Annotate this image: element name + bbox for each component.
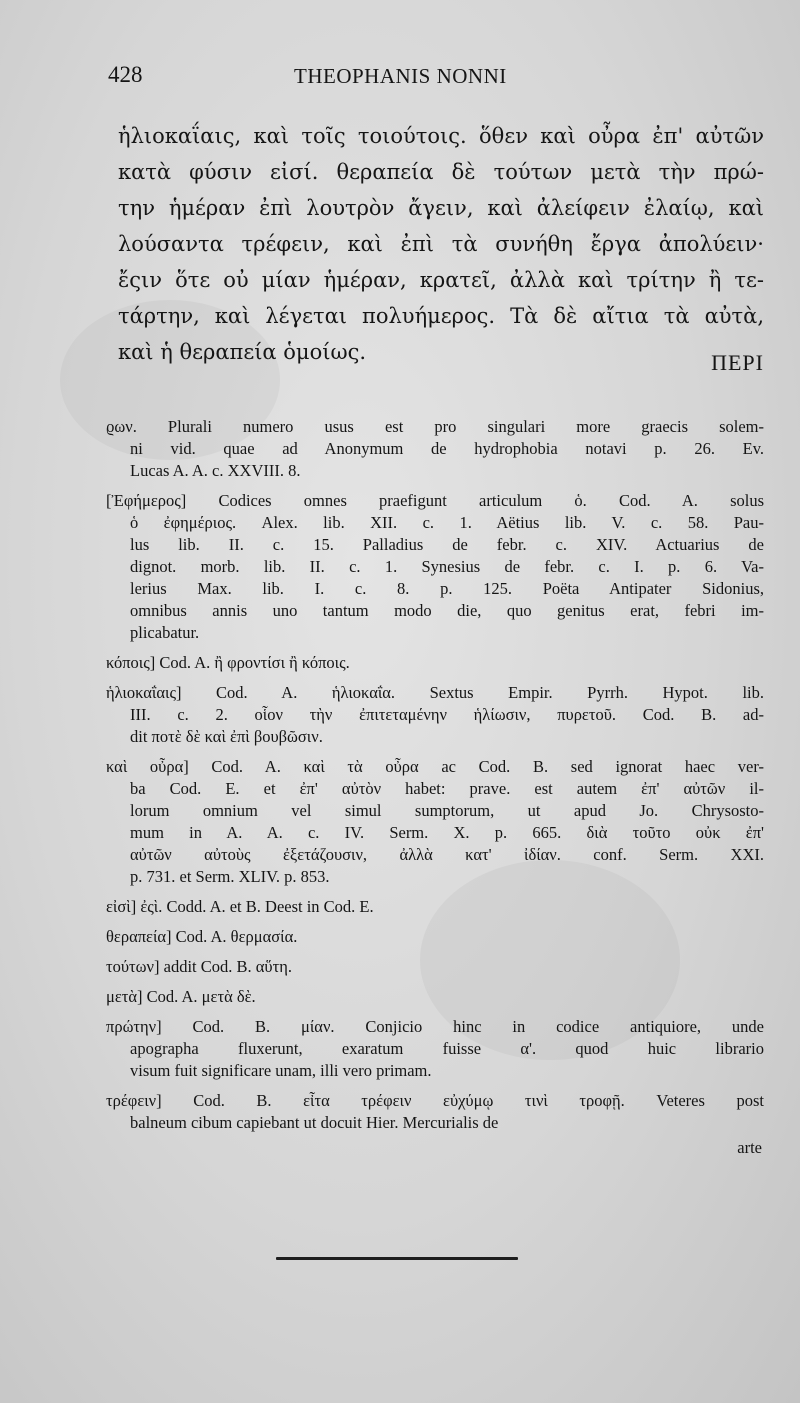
note-line: lerius Max. lib. I. c. 8. p. 125. Poëta Antipater Sidonius, — [130, 579, 764, 598]
note-first-line: θεραπεία] Cod. A. θερμασία. — [106, 927, 298, 946]
note-first-line: [Ἐφήμερος] Codices omnes praefigunt articulum ὁ. Cod. A. solus — [106, 491, 764, 510]
main-text-line: καὶ ἡ θεραπεία ὁμοίως. — [118, 340, 367, 364]
footer-catchword: arte — [737, 1138, 762, 1157]
note-line: plicabatur. — [130, 623, 200, 642]
note-line: lus lib. II. c. 15. Palladius de febr. c. XIV. Actuarius de — [130, 535, 764, 554]
main-text-line: τάρτην, καὶ λέγεται πολυήμερος. Τὰ δὲ αἴτια τὰ αὐτὰ, — [118, 304, 764, 328]
note-line: apographa fluxerunt, exaratum fuisse α'. quod huic librario — [130, 1039, 764, 1058]
note-line: Lucas A. A. c. XXVIII. 8. — [130, 461, 301, 480]
commentary-note — [106, 756, 764, 888]
commentary-note — [106, 926, 764, 948]
catchword: ΠΕΡΙ — [711, 350, 764, 375]
commentary-note — [106, 416, 764, 482]
note-first-line: τρέφειν] Cod. B. εἶτα τρέφειν εὐχύμῳ τινὶ τροφῇ. Veteres post — [106, 1091, 764, 1110]
note-line: ba Cod. E. et ἐπ' αὐτὸν habet: prave. est autem ἐπ' αὐτῶν il- — [130, 779, 764, 798]
main-text-line: ἔςιν ὅτε οὐ μίαν ἡμέραν, κρατεῖ, ἀλλὰ καὶ τρίτην ἢ τε- — [118, 268, 764, 292]
bottom-rule — [276, 1257, 518, 1260]
commentary-note — [106, 490, 764, 644]
note-first-line: κόποις] Cod. A. ἢ φροντίσι ἢ κόποις. — [106, 653, 350, 672]
note-first-line: τούτων] addit Cod. B. αὕτη. — [106, 957, 292, 976]
note-line: visum fuit significare unam, illi vero primam. — [130, 1061, 432, 1080]
commentary-note — [106, 652, 764, 674]
note-line: αὐτῶν αὐτοὺς ἐξετάζουσιν, ἀλλὰ κατ' ἰδίαν. conf. Serm. XXI. — [130, 845, 764, 864]
running-title: THEOPHANIS NONNI — [294, 64, 507, 88]
commentary-note — [106, 1090, 764, 1134]
commentary-note — [106, 956, 764, 978]
commentary-note — [106, 682, 764, 748]
main-text-line: την ἡμέραν ἐπὶ λουτρὸν ἄγειν, καὶ ἀλείφειν ἐλαίῳ, καὶ — [118, 196, 764, 220]
commentary-note — [106, 986, 764, 1008]
note-line: dignot. morb. lib. II. c. 1. Synesius de febr. c. I. p. 6. Va- — [130, 557, 764, 576]
commentary-note — [106, 1016, 764, 1082]
page-number: 428 — [108, 62, 143, 87]
commentary-note — [106, 896, 764, 918]
note-first-line: μετὰ] Cod. A. μετὰ δὲ. — [106, 987, 256, 1006]
main-greek-text — [118, 118, 764, 370]
running-head — [108, 62, 768, 92]
note-first-line: ϱων. Plurali numero usus est pro singulari more graecis solem- — [106, 417, 764, 436]
main-text-line: ἡλιοκαΐαις, καὶ τοῖς τοιούτοις. ὅθεν καὶ οὖρα ἐπ' αὐτῶν — [118, 124, 764, 148]
note-first-line: καὶ οὖρα] Cod. A. καὶ τὰ οὖρα ac Cod. B. sed ignorat haec ver- — [106, 757, 764, 776]
note-line: balneum cibum capiebant ut docuit Hier. Mercurialis de — [130, 1113, 499, 1132]
note-line: III. c. 2. οἷον τὴν ἐπιτεταμένην ἡλίωσιν, πυρετοῦ. Cod. B. ad- — [130, 705, 764, 724]
note-line: lorum omnium vel simul sumptorum, ut apud Jo. Chrysosto- — [130, 801, 764, 820]
main-text-line: λούσαντα τρέφειν, καὶ ἐπὶ τὰ συνήθη ἔργα ἀπολύειν· — [118, 232, 764, 256]
note-line: ni vid. quae ad Anonymum de hydrophobia notavi p. 26. Ev. — [130, 439, 764, 458]
main-text-line: κατὰ φύσιν εἰσί. θεραπεία δὲ τούτων μετὰ τὴν πρώ- — [118, 160, 764, 184]
note-line: omnibus annis uno tantum modo die, quo genitus erat, febri im- — [130, 601, 764, 620]
note-line: ὁ ἐφημέριος. Alex. lib. XII. c. 1. Aëtius lib. V. c. 58. Pau- — [130, 513, 764, 532]
note-line: mum in A. A. c. IV. Serm. X. p. 665. διὰ τοῦτο οὐκ ἐπ' — [130, 823, 764, 842]
note-first-line: εἰσὶ] ἐςὶ. Codd. A. et B. Deest in Cod. E. — [106, 897, 374, 916]
note-first-line: πρώτην] Cod. B. μίαν. Conjicio hinc in codice antiquiore, unde — [106, 1017, 764, 1036]
note-line: dit ποτὲ δὲ καὶ ἐπὶ βουβῶσιν. — [130, 727, 323, 746]
commentary-notes — [106, 416, 764, 1142]
note-line: p. 731. et Serm. XLIV. p. 853. — [130, 867, 330, 886]
note-first-line: ἡλιοκαΐαις] Cod. A. ἡλιοκαΐα. Sextus Empir. Pyrrh. Hypot. lib. — [106, 683, 764, 702]
